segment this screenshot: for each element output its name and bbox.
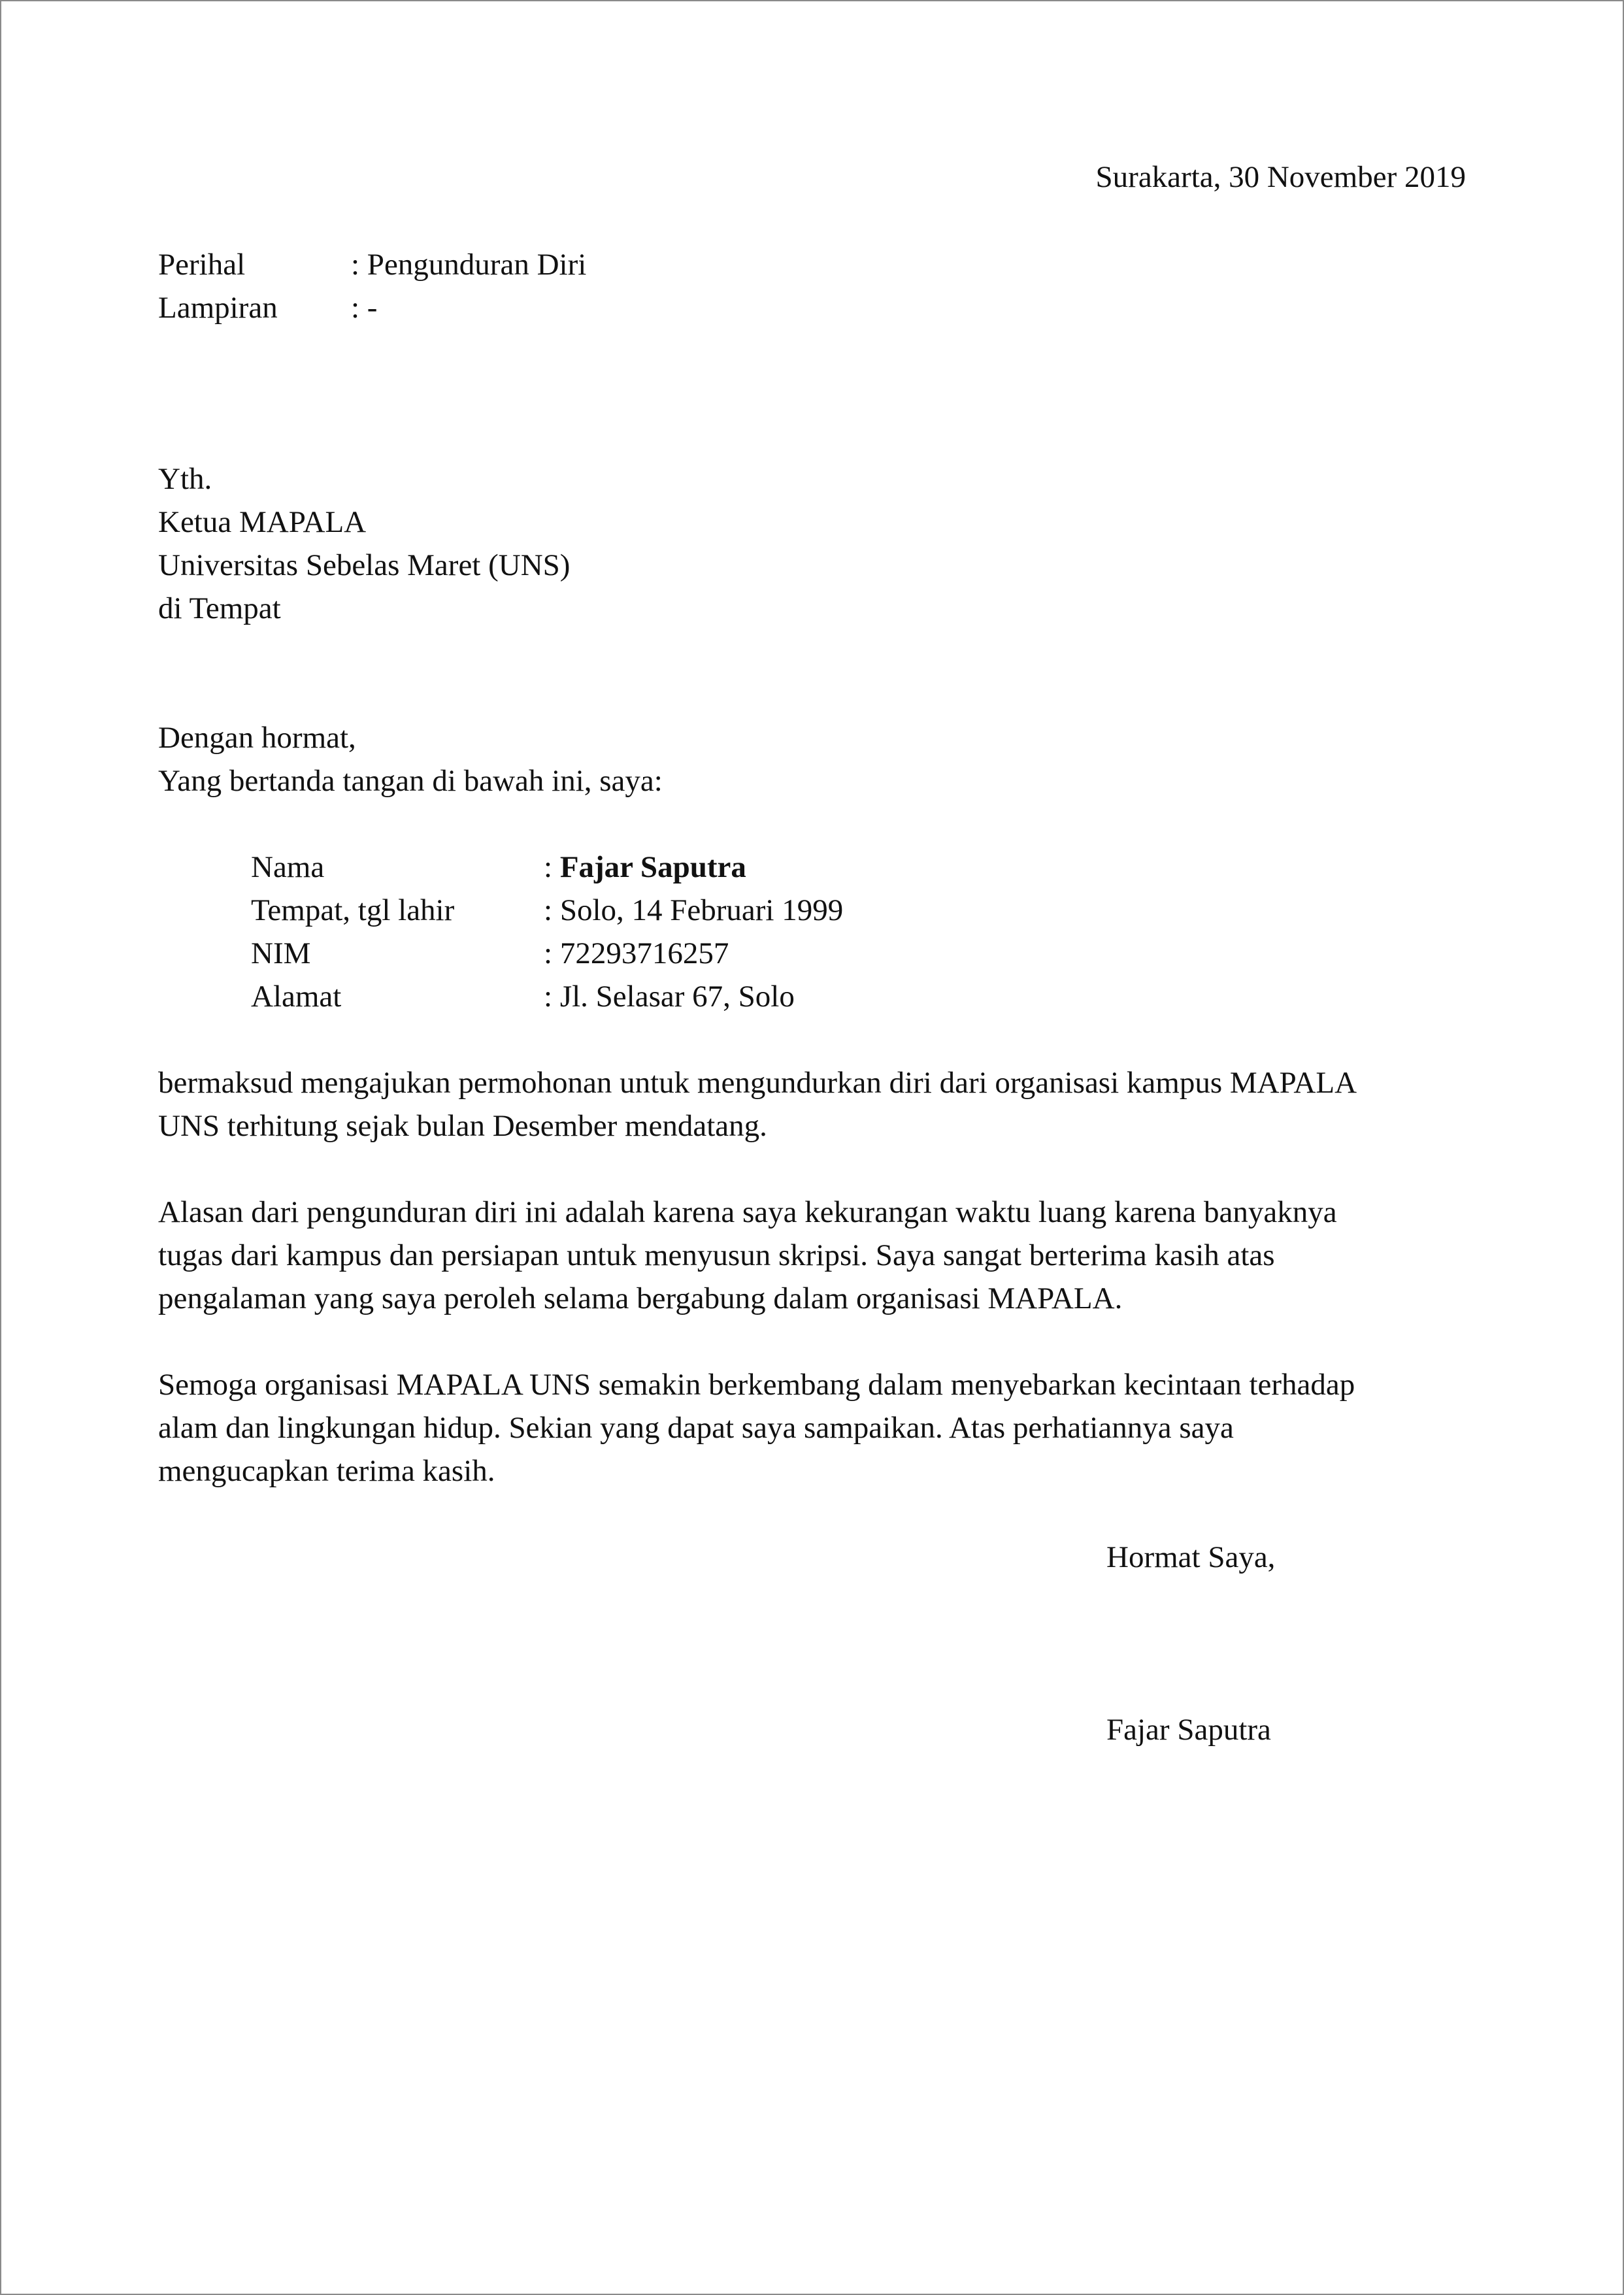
- closing: Hormat Saya,: [1106, 1540, 1276, 1574]
- identity-row-nama: [251, 846, 746, 889]
- paragraph-line: Semoga organisasi MAPALA UNS semakin berkembang dalam menyebarkan kecintaan terhadap: [158, 1368, 1355, 1402]
- paragraph-line: UNS terhitung sejak bulan Desember mendatang.: [158, 1109, 767, 1143]
- paragraph-line: bermaksud mengajukan permohonan untuk mengundurkan diri dari organisasi kampus MAPALA: [158, 1066, 1357, 1100]
- paragraph-line: alam dan lingkungan hidup. Sekian yang dapat saya sampaikan. Atas perhatiannya saya: [158, 1411, 1234, 1445]
- paragraph-line: tugas dari kampus dan persiapan untuk menyusun skripsi. Saya sangat berterima kasih atas: [158, 1238, 1275, 1272]
- meta-row-lampiran: [158, 286, 377, 329]
- identity-value: Solo, 14 Februari 1999: [559, 893, 844, 927]
- identity-value: Fajar Saputra: [559, 850, 746, 884]
- meta-label: Perihal: [158, 248, 246, 282]
- identity-colon: :: [544, 980, 560, 1014]
- identity-colon: :: [544, 893, 560, 927]
- identity-value: Jl. Selasar 67, Solo: [559, 980, 795, 1014]
- intro-text: Yang bertanda tangan di bawah ini, saya:: [158, 764, 663, 798]
- identity-row-nim: [251, 932, 729, 975]
- signature-name: Fajar Saputra: [1106, 1713, 1271, 1747]
- paragraph-line: pengalaman yang saya peroleh selama bergabung dalam organisasi MAPALA.: [158, 1281, 1123, 1315]
- paragraph-line: mengucapkan terima kasih.: [158, 1454, 495, 1488]
- identity-label: Nama: [251, 850, 325, 884]
- identity-row-ttl: [251, 889, 843, 932]
- meta-value: : Pengunduran Diri: [351, 248, 587, 282]
- recipient-line: Universitas Sebelas Maret (UNS): [158, 548, 571, 582]
- recipient-line: Ketua MAPALA: [158, 505, 367, 539]
- place-date: Surakarta, 30 November 2019: [1095, 160, 1466, 194]
- meta-row-perihal: [158, 243, 586, 286]
- identity-row-alamat: [251, 975, 795, 1018]
- identity-label: Tempat, tgl lahir: [251, 893, 455, 927]
- paragraph-line: Alasan dari pengunduran diri ini adalah karena saya kekurangan waktu luang karena banyaknya: [158, 1195, 1337, 1229]
- greeting: Dengan hormat,: [158, 721, 356, 755]
- recipient-line: Yth.: [158, 462, 212, 496]
- identity-label: NIM: [251, 936, 311, 970]
- meta-value: : -: [351, 291, 378, 325]
- identity-value: 72293716257: [559, 936, 729, 970]
- recipient-line: di Tempat: [158, 591, 281, 625]
- identity-colon: :: [544, 850, 560, 884]
- identity-colon: :: [544, 936, 560, 970]
- identity-label: Alamat: [251, 980, 342, 1014]
- meta-label: Lampiran: [158, 291, 278, 325]
